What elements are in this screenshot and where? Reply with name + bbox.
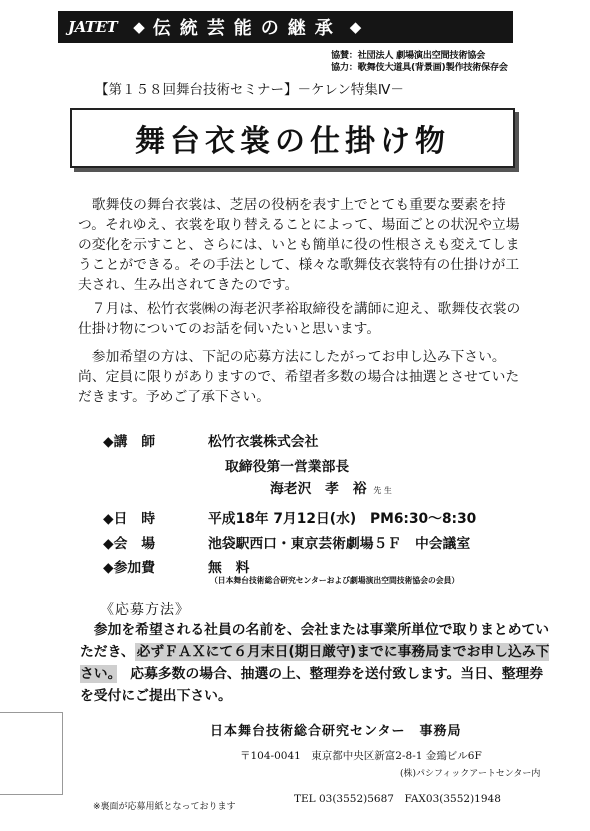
cooperation-credit: 協力：歌舞伎大道具(背景画)製作技術保存会	[331, 62, 508, 73]
main-title: 舞台衣裳の仕掛け物	[135, 124, 450, 159]
method-line-1: 参加を希望される社員の名前を、会社または事業所単位で取りまとめていただき、	[80, 622, 550, 660]
main-title-box	[70, 108, 515, 168]
footer-address-sub: (株)パシフィックアートセンター内	[400, 769, 541, 779]
fee-value: 無 料	[208, 560, 250, 576]
header-bar	[58, 11, 513, 43]
blank-box	[0, 712, 63, 795]
footer-org: 日本舞台技術総合研究センター 事務局	[210, 724, 462, 739]
diamond-icon: ◆	[349, 18, 362, 36]
lecturer-name-line	[270, 477, 392, 497]
lecturer-company: 松竹衣裳株式会社	[208, 434, 319, 450]
venue-value: 池袋駅西口・東京芸術劇場５Ｆ 中会議室	[208, 536, 471, 552]
method-highlight: 必ずＦＡＸにて６月末日(期日厳守)までに事務局までお申し込み下さい。	[80, 644, 550, 682]
lecturer-name: 海老沢 孝 裕	[270, 481, 367, 497]
header-title: 伝統芸能の継承	[152, 18, 342, 39]
brand-logo: JATET	[68, 18, 118, 36]
fee-note: （日本舞台技術総合研究センターおよび劇場演出空間技術協会の会員）	[210, 576, 460, 585]
lecturer-title: 取締役第一営業部長	[225, 459, 350, 475]
lecturer-label: ◆講 師	[103, 434, 156, 450]
footer-address: 〒104-0041 東京都中央区新富2-8-1 金鵄ビル6F	[240, 750, 482, 762]
intro-paragraph-1: 歌舞伎の舞台衣裳は、芝居の役柄を表す上でとても重要な要素を持つ。それゆえ、衣裳を取り替えることによって、場面ごとの状況や立場の変化を示すこと、さらには、いとも簡単に役の性根さえも変えてしまうことができる。その手法として、様々な歌舞伎衣裳特有の仕掛けが工夫され、生み出されてきたのです。	[78, 197, 520, 293]
datetime-value: 平成18年 7月12日(水) PM6:30～8:30	[208, 511, 477, 527]
intro-paragraph-3: 参加希望の方は、下記の応募方法にしたがってお申し込み下さい。尚、定員に限りがありますので、希望者多数の場合は抽選とさせていただきます。予めご了承下さい。	[78, 349, 520, 405]
sponsor-credit: 協賛：社団法人 劇場演出空間技術協会	[331, 50, 485, 61]
method-title: 《応募方法》	[100, 602, 190, 618]
intro-paragraph-2: ７月は、松竹衣裳㈱の海老沢孝裕取締役を講師に迎え、歌舞伎衣裳の仕掛け物についてのお話を伺いたいと思います。	[78, 301, 521, 337]
method-line-2: 応募多数の場合、抽選の上、整理券を送付致します。当日、整理券を受付にご提出下さい。	[80, 666, 544, 704]
footer-contact: TEL 03(3552)5687 FAX03(3552)1948	[294, 793, 501, 805]
venue-label: ◆会 場	[103, 536, 156, 552]
lecturer-honorific: 先 生	[373, 486, 392, 495]
datetime-label: ◆日 時	[103, 511, 156, 527]
reverse-note: ※裏面が応募用紙となっております	[93, 802, 236, 812]
fee-label: ◆参加費	[103, 560, 156, 576]
method-body	[80, 619, 550, 707]
diamond-icon: ◆	[133, 18, 145, 36]
seminar-line: 【第１５８回舞台技術セミナー】－ケレン特集Ⅳ－	[95, 82, 404, 98]
